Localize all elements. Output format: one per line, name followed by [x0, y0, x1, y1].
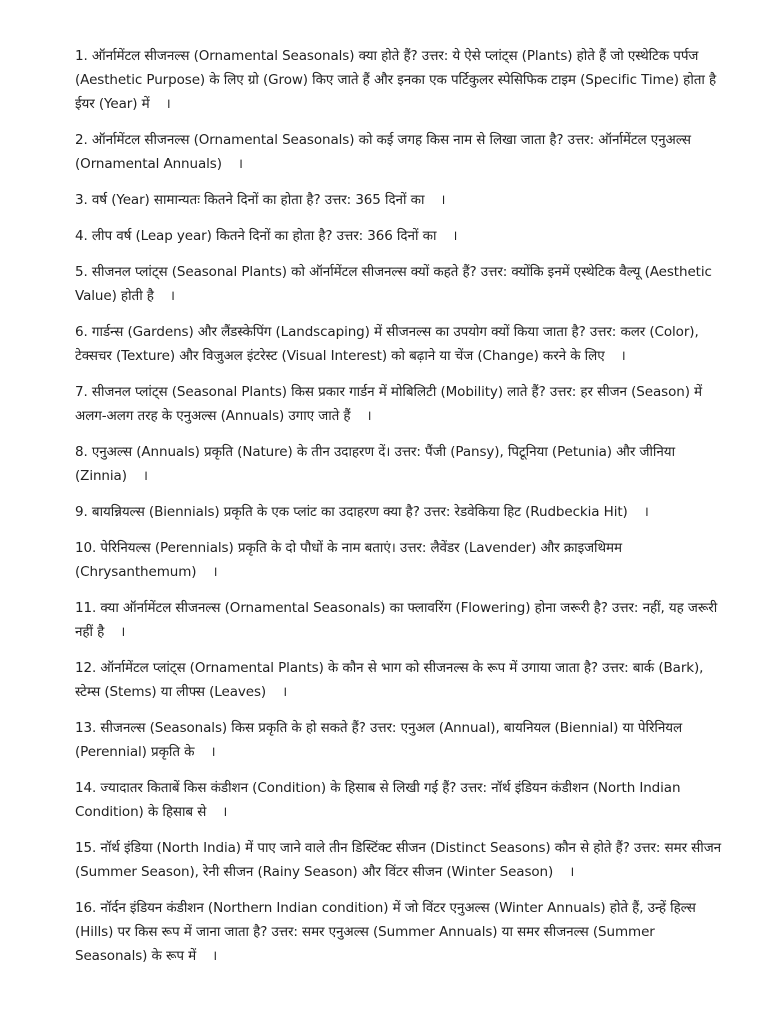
qa-item-14 [75, 776, 728, 824]
item-end-mark: । [569, 864, 575, 880]
item-text: ऑर्नामेंटल सीजनल्स (Ornamental Seasonals) क्या होते हैं? उत्तर: ये ऐसे प्लांट्स (Plants) होते हैं जो एस्थेटिक पर्पज (Aesthetic Purpose) के लिए ग्रो (Grow) किए जाते हैं और इनका एक पर्टिकुलर स्पेसिफिक टाइम (Specific Time) होता है ईयर (Year) में [75, 48, 717, 112]
item-end-mark: । [212, 948, 218, 964]
qa-item-12 [75, 656, 728, 704]
item-text: ऑर्नामेंटल प्लांट्स (Ornamental Plants) के कौन से भाग को सीजनल्स के रूप में उगाया जाता है? उत्तर: बार्क (Bark), स्टेम्स (Stems) या लीफ्स (Leaves) [75, 660, 704, 700]
item-number: 1. [75, 48, 88, 64]
item-end-mark: । [452, 228, 458, 244]
qa-item-2 [75, 128, 728, 176]
item-end-mark: । [222, 804, 228, 820]
item-text: सीजनल प्लांट्स (Seasonal Plants) किस प्रकार गार्डन में मोबिलिटी (Mobility) लाते हैं? उत्तर: हर सीजन (Season) में अलग-अलग तरह के एनुअल्स (Annuals) उगाए जाते हैं [75, 384, 703, 424]
item-text: नॉर्दन इंडियन कंडीशन (Northern Indian condition) में जो विंटर एनुअल्स (Winter Annuals) होते हैं, उन्हें हिल्स (Hills) पर किस रूप में जाना जाता है? उत्तर: समर एनुअल्स (Summer Annuals) या समर सीजनल्स (Summer Seasonals) के रूप में [75, 900, 696, 964]
qa-list [75, 44, 728, 968]
item-text: लीप वर्ष (Leap year) कितने दिनों का होता है? उत्तर: 366 दिनों का [91, 228, 437, 244]
item-number: 8. [75, 444, 88, 460]
item-end-mark: । [142, 468, 148, 484]
qa-item-11 [75, 596, 728, 644]
item-end-mark: । [210, 744, 216, 760]
item-text: नॉर्थ इंडिया (North India) में पाए जाने वाले तीन डिस्टिंक्ट सीजन (Distinct Seasons) कौन से होते हैं? उत्तर: समर सीजन (Summer Season), रेनी सीजन (Rainy Season) और विंटर सीजन (Winter Season) [75, 840, 722, 880]
item-end-mark: । [169, 288, 175, 304]
item-number: 16. [75, 900, 97, 916]
item-number: 12. [75, 660, 97, 676]
item-end-mark: । [120, 624, 126, 640]
item-number: 2. [75, 132, 88, 148]
item-text: गार्डन्स (Gardens) और लैंडस्केपिंग (Landscaping) में सीजनल्स का उपयोग क्यों किया जाता है? उत्तर: कलर (Color), टेक्सचर (Texture) और विजुअल इंटरेस्ट (Visual Interest) को बढ़ाने या चेंज (Change) करने के लिए [75, 324, 699, 364]
qa-item-13 [75, 716, 728, 764]
item-number: 15. [75, 840, 97, 856]
item-number: 10. [75, 540, 97, 556]
item-number: 4. [75, 228, 88, 244]
qa-item-3 [75, 188, 728, 212]
item-text: सीजनल प्लांट्स (Seasonal Plants) को ऑर्नामेंटल सीजनल्स क्यों कहते हैं? उत्तर: क्योंकि इनमें एस्थेटिक वैल्यू (Aesthetic Value) होती है [75, 264, 712, 304]
item-number: 11. [75, 600, 97, 616]
qa-item-16 [75, 896, 728, 968]
item-end-mark: । [620, 348, 626, 364]
item-end-mark: । [282, 684, 288, 700]
qa-item-9 [75, 500, 728, 524]
item-number: 13. [75, 720, 97, 736]
qa-item-6 [75, 320, 728, 368]
item-end-mark: । [212, 564, 218, 580]
item-number: 3. [75, 192, 88, 208]
item-text: क्या ऑर्नामेंटल सीजनल्स (Ornamental Seasonals) का फ्लावरिंग (Flowering) होना जरूरी है? उत्तर: नहीं, यह जरूरी नहीं है [75, 600, 718, 640]
qa-item-7 [75, 380, 728, 428]
item-end-mark: । [366, 408, 372, 424]
item-end-mark: । [237, 156, 243, 172]
item-number: 14. [75, 780, 97, 796]
qa-item-8 [75, 440, 728, 488]
qa-item-5 [75, 260, 728, 308]
item-end-mark: । [165, 96, 171, 112]
item-end-mark: । [440, 192, 446, 208]
item-number: 7. [75, 384, 88, 400]
qa-item-4 [75, 224, 728, 248]
qa-item-15 [75, 836, 728, 884]
item-number: 5. [75, 264, 88, 280]
item-text: ऑर्नामेंटल सीजनल्स (Ornamental Seasonals) को कई जगह किस नाम से लिखा जाता है? उत्तर: ऑर्नामेंटल एनुअल्स (Ornamental Annuals) [75, 132, 691, 172]
item-text: एनुअल्स (Annuals) प्रकृति (Nature) के तीन उदाहरण दें। उत्तर: पैंजी (Pansy), पिटूनिया (Petunia) और जीनिया (Zinnia) [75, 444, 675, 484]
item-text: सीजनल्स (Seasonals) किस प्रकृति के हो सकते हैं? उत्तर: एनुअल (Annual), बायनियल (Biennial) या पेरिनियल (Perennial) प्रकृति के [75, 720, 683, 760]
qa-item-10 [75, 536, 728, 584]
qa-item-1 [75, 44, 728, 116]
item-text: बायन्नियल्स (Biennials) प्रकृति के एक प्लांट का उदाहरण क्या है? उत्तर: रेडवेकिया हिट (Rudbeckia Hit) [91, 504, 628, 520]
item-number: 9. [75, 504, 88, 520]
item-text: ज्यादातर किताबें किस कंडीशन (Condition) के हिसाब से लिखी गई हैं? उत्तर: नॉर्थ इंडियन कंडीशन (North Indian Condition) के हिसाब से [75, 780, 681, 820]
item-text: वर्ष (Year) सामान्यतः कितने दिनों का होता है? उत्तर: 365 दिनों का [91, 192, 425, 208]
item-text: पेरिनियल्स (Perennials) प्रकृति के दो पौधों के नाम बताएं। उत्तर: लैवेंडर (Lavender) और क्राइजथिमम (Chrysanthemum) [75, 540, 622, 580]
item-number: 6. [75, 324, 88, 340]
item-end-mark: । [643, 504, 649, 520]
